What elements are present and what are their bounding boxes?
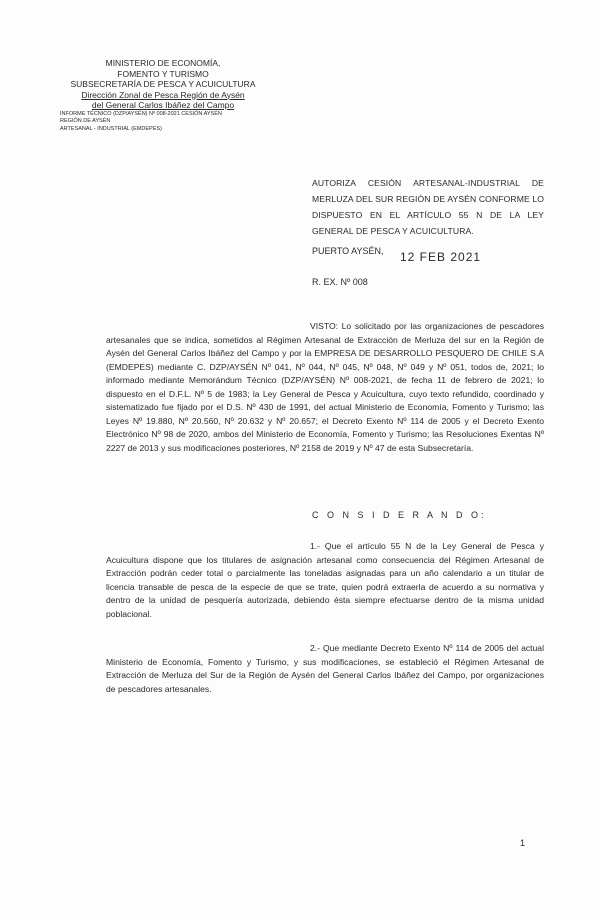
reference-line-1: INFORME TÉCNICO (DZP/AYSÉN) Nº 008-2021 CESIÓN AYSÉN <box>60 110 222 117</box>
region-line: del General Carlos Ibáñez del Campo <box>91 100 235 110</box>
visto-paragraph <box>106 320 544 455</box>
page-number: 1 <box>520 838 526 848</box>
date-stamp: 12 FEB 2021 <box>400 250 482 264</box>
considerando-1-text: 1.- Que el artículo 55 N de la Ley General de Pesca y Acuicultura dispone que los titulares de asignación artesanal como consecuencia del Régimen Artesanal de Extracción podrán ceder total o parcialmente las toneladas asignadas para un año calendario a un titular de licencia transable de pesca de la especie de que se trate, quien podrá extraerla de acuerdo a su normativa y dentro de la unidad de pesquería autorizada, debiendo ésta siempre efectuarse dentro de la misma unidad poblacional. <box>106 541 544 619</box>
considerando-item-1 <box>106 540 544 621</box>
reference-line-3: ARTESANAL - INDUSTRIAL (EMDEPES) <box>60 125 162 132</box>
place-label: PUERTO AYSÉN, <box>312 246 384 256</box>
considerando-item-2 <box>106 642 544 696</box>
considerando-2-text: 2.- Que mediante Decreto Exento Nº 114 de 2005 del actual Ministerio de Economía, Fomento y Turismo, y sus modificaciones, se estableció el Régimen Artesanal de Extracción de Merluza del Sur de la Región de Aysén del General Carlos Ibáñez del Campo, por organizaciones de pescadores artesanales. <box>106 643 544 694</box>
direccion-zonal-line: Dirección Zonal de Pesca Región de Aysén <box>81 89 245 100</box>
reference-line-2: REGIÓN DE AYSÉN <box>60 118 111 124</box>
resolution-number: R. EX. Nº 008 <box>312 277 368 287</box>
ministry-line: MINISTERIO DE ECONOMÍA, <box>105 58 221 68</box>
resolution-subject: AUTORIZA CESIÓN ARTESANAL-INDUSTRIAL DE MERLUZA DEL SUR REGIÓN DE AYSÉN CONFORME LO DISPUESTO EN EL ARTÍCULO 55 N DE LA LEY GENERAL DE PESCA Y ACUICULTURA. <box>312 178 544 236</box>
visto-text: VISTO: Lo solicitado por las organizaciones de pescadores artesanales que se indica, sometidos al Régimen Artesanal de Extracción de Merluza del sur en la Región de Aysén del General Carlos Ibáñez del Campo y por la EMPRESA DE DESARROLLO PESQUERO DE CHILE S.A (EMDEPES) mediante C. DZP/AYSÉN Nº 041, Nº 044, Nº 045, Nº 048, Nº 049 y Nº 051, todos de, 2021; lo informado mediante Memorándum Técnico (DZP/AYSÉN) Nº 008-2021, de fecha 11 de febrero de 2021; lo dispuesto en el D.F.L. Nº 5 de 1983; la Ley General de Pesca y Acuicultura, cuyo texto refundido, coordinado y sistematizado fue fijado por el D.S. Nº 430 de 1991, del actual Ministerio de Economía, Fomento y Turismo; las Leyes Nº 19.880, Nº 20.560, Nº 20.632 y Nº 20.657; el Decreto Exento Nº 114 de 2005 y el Decreto Exento Electrónico Nº 98 de 2020, ambos del Ministerio de Economía, Fomento y Turismo; las Resoluciones Exentas Nº 2227 de 2013 y sus modificaciones posteriores, Nº 2158 de 2019 y Nº 47 de esta Subsecretaría. <box>106 321 544 453</box>
subsecretaria-line: SUBSECRETARÍA DE PESCA Y ACUICULTURA <box>70 79 256 89</box>
letterhead <box>58 58 268 133</box>
ministry-line-2: FOMENTO Y TURISMO <box>117 68 209 79</box>
considerando-heading: C O N S I D E R A N D O: <box>312 510 487 520</box>
